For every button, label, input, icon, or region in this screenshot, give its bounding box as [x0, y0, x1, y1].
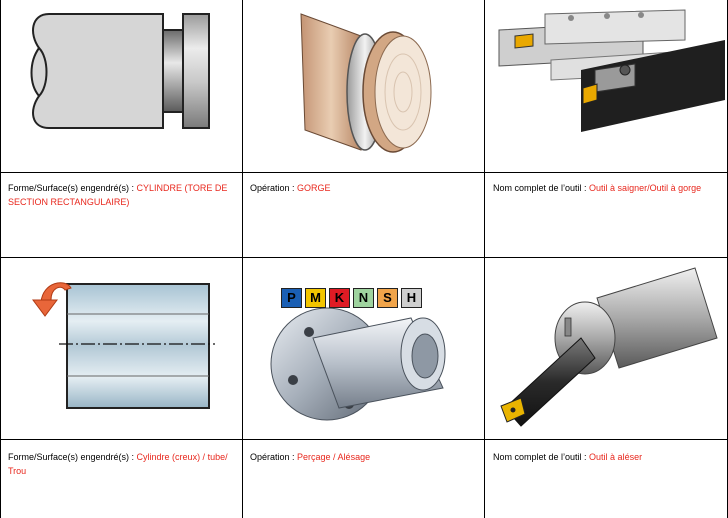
row2-col3-text: [493, 450, 719, 464]
operation-label: Opération :: [250, 183, 298, 193]
shaft-groove-image: [1, 0, 242, 172]
operation-label: Opération :: [250, 452, 298, 462]
row2-col2-text: [250, 450, 476, 464]
row-divider-1: [0, 172, 728, 173]
grooving-tool-image: [485, 0, 727, 172]
row1-col3-text: [493, 181, 719, 195]
operation-value: GORGE: [297, 183, 331, 193]
hollow-cylinder-image: [1, 258, 242, 439]
iso-badge-k: K: [329, 288, 350, 308]
iso-badge-p: P: [281, 288, 302, 308]
shape-label: Forme/Surface(s) engendré(s) :: [8, 452, 137, 462]
tool-label: Nom complet de l’outil :: [493, 183, 590, 193]
row-divider-3: [0, 439, 728, 440]
shape-label: Forme/Surface(s) engendré(s) :: [8, 183, 137, 193]
iso-badge-n: N: [353, 288, 374, 308]
operation-value: Perçage / Alésage: [297, 452, 371, 462]
iso-badge-s: S: [377, 288, 398, 308]
shape-value: CYLINDRE (TORE DE SECTION RECTANGULAIRE): [8, 183, 228, 207]
tool-label: Nom complet de l’outil :: [493, 452, 590, 462]
tool-value: Outil à saigner/Outil à gorge: [589, 183, 702, 193]
iso-badge-h: H: [401, 288, 422, 308]
iso-material-badges: [281, 288, 422, 308]
flange-part-image: [243, 258, 484, 439]
shape-value: Cylindre (creux) / tube/ Trou: [8, 452, 228, 476]
row1-col2-text: [250, 181, 476, 195]
tool-value: Outil à aléser: [589, 452, 643, 462]
boring-bar-image: [485, 258, 727, 439]
row2-col1-text: [8, 450, 234, 478]
row1-col1-text: [8, 181, 234, 209]
grooved-cylinder-image: [243, 0, 484, 172]
iso-badge-m: M: [305, 288, 326, 308]
